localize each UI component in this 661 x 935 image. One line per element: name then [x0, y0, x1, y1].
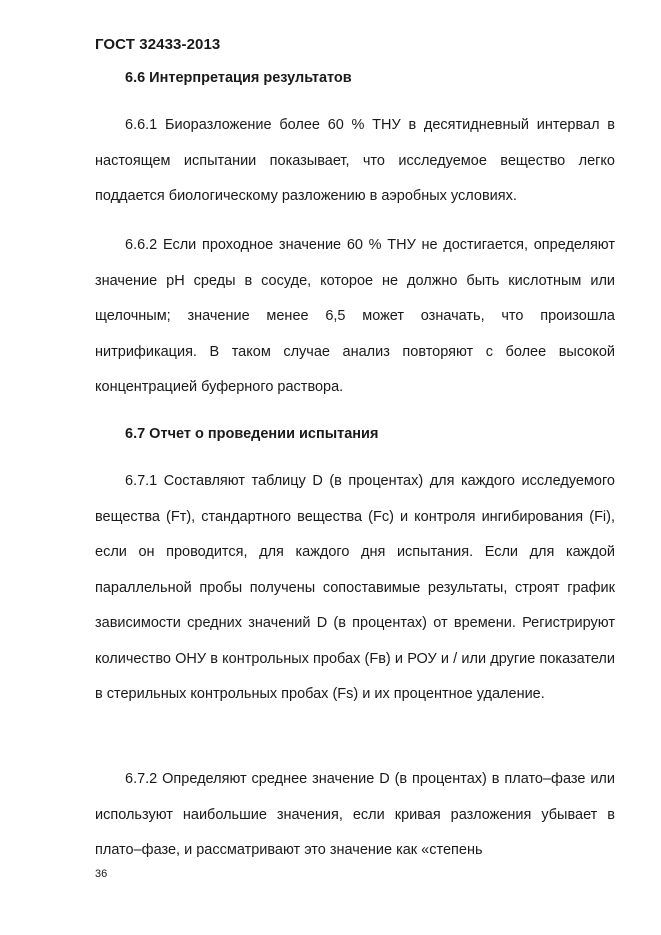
page-number: 36 — [95, 868, 108, 880]
paragraph-6-6-1: 6.6.1 Биоразложение более 60 % ТНУ в десятидневный интервал в настоящем испытании показывает, что исследуемое вещество легко поддается биологическому разложению в аэробных условиях. — [95, 117, 615, 204]
document-header: ГОСТ 32433-2013 — [95, 36, 221, 53]
section-heading-6-7: 6.7 Отчет о проведении испытания — [125, 426, 379, 442]
section-heading-6-6: 6.6 Интерпретация результатов — [125, 70, 352, 86]
paragraph-6-6-2: 6.6.2 Если проходное значение 60 % ТНУ не достигается, определяют значение pH среды в сосуде, которое не должно быть кислотным или щелочным; значение менее 6,5 может означать, что произошла нитрификация. В таком случае анализ повторяют с более высокой концентрацией буферного раствора. — [95, 237, 615, 395]
paragraph-6-7-1: 6.7.1 Составляют таблицу D (в процентах) для каждого исследуемого вещества (Fт), стандартного вещества (Fс) и контроля ингибирования (Fі), если он проводится, для каждого дня испытания. Если для каждой параллельной пробы получены сопоставимые результаты, строят график зависимости средних значений D (в процентах) от времени. Регистрируют количество ОНУ в контрольных пробах (Fв) и РОУ и / или другие показатели в стерильных контрольных пробах (Fs) и их процентное удаление. — [95, 473, 615, 702]
paragraph-6-7-2: 6.7.2 Определяют среднее значение D (в процентах) в плато–фазе или используют наибольшие значения, если кривая разложения убывает в плато–фазе, и рассматривают это значение как «степень — [95, 771, 615, 858]
